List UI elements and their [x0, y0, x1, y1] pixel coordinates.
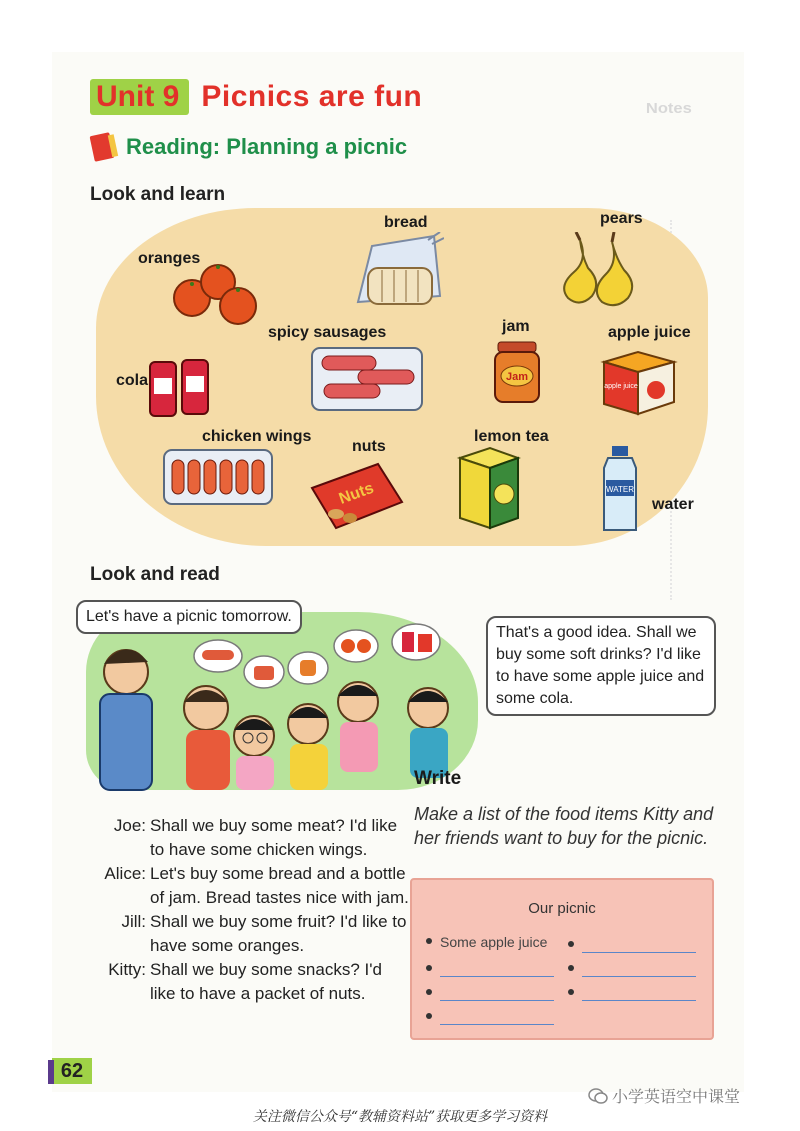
dialogue-line: [92, 862, 412, 910]
chicken-wings-icon: [160, 446, 276, 508]
dialogue-line: [92, 910, 412, 958]
blank-line[interactable]: [582, 958, 696, 977]
our-picnic-title: Our picnic: [528, 900, 596, 917]
blank-line[interactable]: [440, 958, 554, 977]
bullet-icon: [426, 989, 432, 995]
dialogue: [92, 814, 412, 1006]
book-icon: [90, 132, 115, 162]
speaker-name: Joe:: [113, 816, 146, 835]
picnic-entry-filled: [426, 934, 547, 950]
picnic-blank[interactable]: [568, 958, 696, 977]
bullet-icon: [568, 965, 574, 971]
nuts-pack-text: Nuts: [336, 479, 377, 508]
label-chicken-wings: chicken wings: [202, 428, 312, 445]
look-and-read-heading: Look and read: [90, 564, 220, 585]
unit-title: [90, 78, 422, 116]
label-oranges: oranges: [138, 250, 201, 267]
pears-icon: [554, 232, 644, 308]
lemon-tea-icon: [454, 444, 524, 532]
notes-label: Notes: [645, 100, 692, 117]
label-pears: pears: [600, 210, 643, 227]
reading-title: Reading: Planning a picnic: [126, 134, 408, 159]
kids-illustration: [86, 612, 482, 792]
unit-name: Picnics are fun: [201, 80, 423, 113]
blank-line[interactable]: [440, 982, 554, 1001]
unit-badge: Unit 9: [90, 79, 189, 115]
label-lemon-tea: lemon tea: [474, 428, 549, 445]
speaker-name: Alice:: [104, 864, 146, 883]
picnic-blank[interactable]: [426, 1006, 554, 1025]
picnic-entry-text: Some apple juice: [440, 934, 548, 950]
label-nuts: nuts: [352, 438, 386, 455]
dialogue-line: [92, 958, 412, 1006]
bullet-icon: [426, 965, 432, 971]
bread-icon: [348, 232, 444, 316]
oranges-icon: [168, 262, 264, 332]
cola-icon: [146, 356, 216, 420]
label-apple-juice: apple juice: [608, 324, 691, 341]
blank-line[interactable]: [440, 1006, 554, 1025]
speech-text: Shall we buy some meat? I'd like to have some chicken wings.: [150, 816, 398, 859]
jam-jar-text: Jam: [505, 371, 529, 383]
our-picnic-box: [410, 878, 714, 1040]
blank-line[interactable]: [582, 982, 696, 1001]
jam-icon: [492, 338, 542, 404]
water-bottle-icon: [598, 444, 642, 534]
picnic-blank[interactable]: [568, 982, 696, 1001]
watermark: [588, 1084, 740, 1107]
speech-text: Shall we buy some snacks? I'd like to have a packet of nuts.: [150, 960, 382, 1003]
label-bread: bread: [384, 214, 428, 231]
label-jam: jam: [502, 318, 530, 335]
watermark-text: 小学英语空中课堂: [612, 1087, 741, 1106]
picnic-blank[interactable]: [426, 982, 554, 1001]
speech-text: Shall we buy some fruit? I'd like to have some oranges.: [150, 912, 407, 955]
speaker-name: Jill:: [121, 912, 146, 931]
bullet-icon: [568, 989, 574, 995]
page-number: 62: [52, 1058, 92, 1084]
reading-heading: [92, 134, 407, 160]
speaker-name: Kitty:: [108, 960, 146, 979]
label-spicy-sausages: spicy sausages: [268, 324, 387, 341]
juice-box-text: apple juice: [604, 383, 638, 390]
label-cola: cola: [116, 372, 149, 389]
dialogue-line: [92, 814, 412, 862]
nuts-icon: [306, 458, 406, 534]
bullet-icon: [426, 938, 432, 944]
speech-bubble-teacher: Let's have a picnic tomorrow.: [76, 600, 302, 634]
bullet-icon: [426, 1013, 432, 1019]
look-and-learn-heading: Look and learn: [90, 184, 226, 205]
bullet-icon: [568, 941, 574, 947]
write-instruction: Make a list of the food items Kitty and her friends want to buy for the picnic.: [414, 804, 714, 848]
label-water: water: [652, 496, 694, 513]
apple-juice-icon: [598, 346, 678, 416]
speech-bubble-kid: That's a good idea. Shall we buy some soft drinks? I'd like to have some apple juice and some cola.: [486, 616, 716, 716]
sausages-icon: [308, 340, 426, 416]
wechat-icon: [588, 1088, 608, 1104]
footer-caption: 关注微信公众号“教辅资料站”获取更多学习资料: [252, 1109, 548, 1125]
picnic-blank[interactable]: [568, 934, 696, 953]
write-heading: Write: [414, 768, 462, 789]
blank-line[interactable]: [582, 934, 696, 953]
water-bottle-text: WATER: [606, 485, 634, 494]
picnic-blank[interactable]: [426, 958, 554, 977]
speech-text: Let's buy some bread and a bottle of jam. Bread tastes nice with jam.: [150, 864, 409, 907]
